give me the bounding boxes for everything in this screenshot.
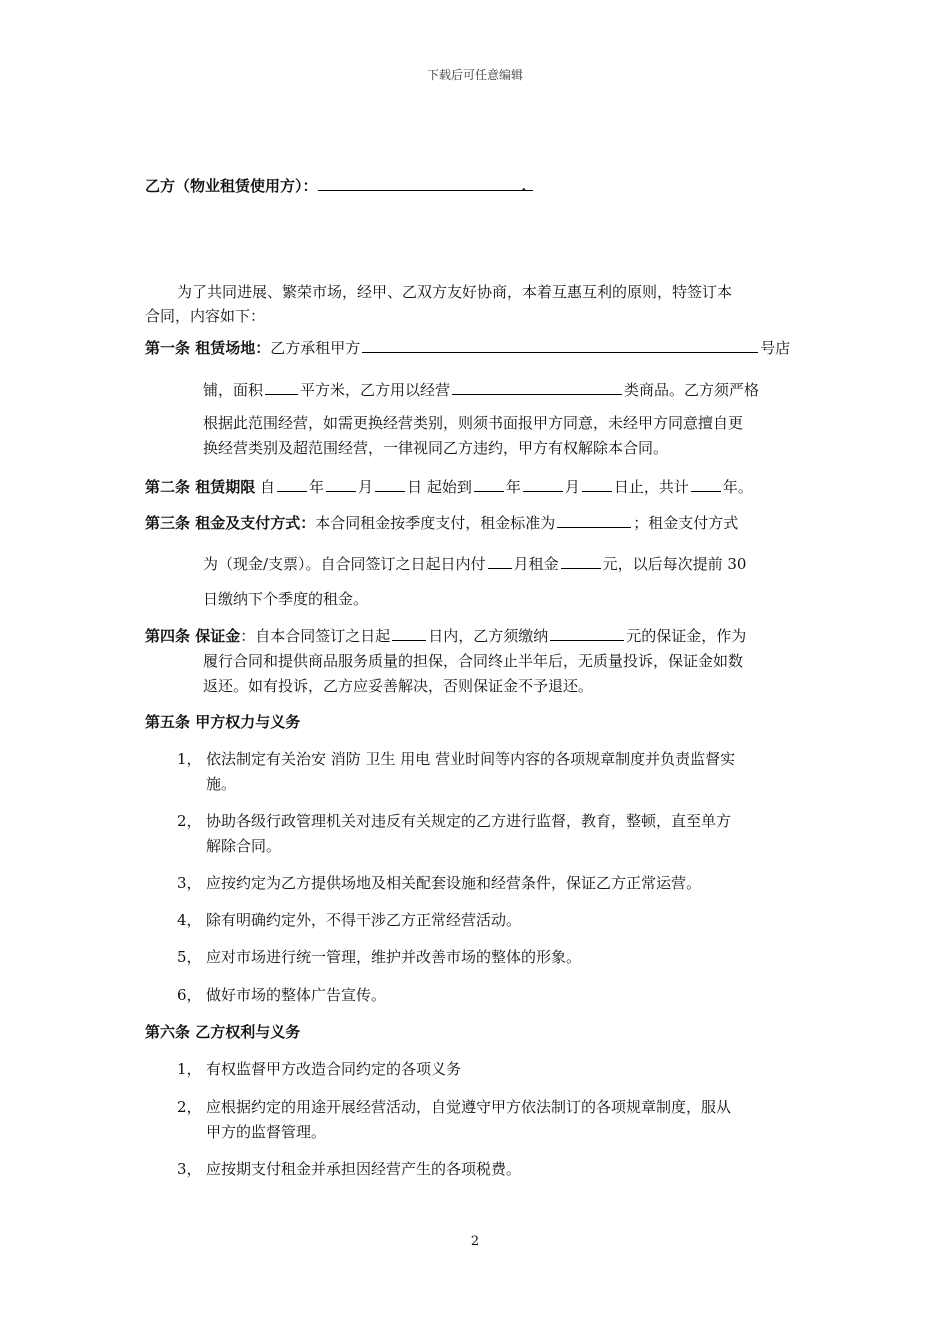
article-4-line-1: 第四条 保证金：自本合同签订之日起 日内，乙方须缴纳 元的保证金，作为 [145, 627, 747, 645]
art6-item-2-line-1: 应根据约定的用途开展经营活动，自觉遵守甲方依法制订的各项规章制度，服从 [206, 1098, 732, 1116]
art5-item-2-num: 2， [177, 812, 202, 830]
art5-item-1-line-1: 依法制定有关治安 消防 卫生 用电 营业时间等内容的各项规章制度并负责监督实 [206, 750, 736, 768]
article-5-heading: 第五条 甲方权力与义务 [145, 713, 301, 731]
art5-item-1-num: 1， [177, 750, 202, 768]
goods-category-blank [452, 380, 622, 395]
art5-item-6-line-1: 做好市场的整体广告宣传。 [206, 986, 387, 1004]
page-header: 下载后可任意编辑 [426, 68, 523, 82]
article-2-heading: 第二条 租赁期限 [145, 478, 256, 496]
article-1-line-3: 根据此范围经营，如需更换经营类别，则须书面报甲方同意，未经甲方同意擅自更 [203, 414, 744, 432]
party-b-line [145, 176, 533, 196]
art5-item-5-num: 5， [177, 948, 202, 966]
art5-item-2-line-2: 解除合同。 [206, 837, 282, 855]
art5-item-4-num: 4， [177, 911, 202, 929]
article-1-line-4: 换经营类别及超范围经营，一律视同乙方违约，甲方有权解除本合同。 [203, 439, 669, 457]
art5-item-3-line-1: 应按约定为乙方提供场地及相关配套设施和经营条件，保证乙方正常运营。 [206, 874, 702, 892]
intro-line-1: 为了共同进展、繁荣市场，经甲、乙双方友好协商，本着互惠互利的原则，特签订本 [177, 283, 733, 301]
art5-item-3-num: 3， [177, 874, 202, 892]
art6-item-3-num: 3， [177, 1160, 202, 1178]
art6-item-2-num: 2， [177, 1098, 202, 1116]
art5-item-1-line-2: 施。 [206, 775, 237, 793]
art6-item-3-line-1: 应按期支付租金并承担因经营产生的各项税费。 [206, 1160, 522, 1178]
deposit-blank [550, 626, 624, 641]
article-1-heading: 第一条 租赁场地： [145, 339, 271, 357]
article-1-line-2: 铺，面积 平方米，乙方用以经营 类商品。乙方须严格 [203, 381, 760, 399]
party-b-blank: . [318, 176, 533, 191]
art6-item-2-line-2: 甲方的监督管理。 [206, 1123, 327, 1141]
shop-number-blank [362, 338, 758, 353]
article-3-line-3: 日缴纳下个季度的租金。 [203, 590, 369, 608]
art5-item-6-num: 6， [177, 986, 202, 1004]
rent-standard-blank [557, 513, 631, 528]
art6-item-1-num: 1， [177, 1060, 202, 1078]
intro-line-2: 合同，内容如下： [145, 307, 266, 325]
article-4-line-3: 返还。如有投诉，乙方应妥善解决，否则保证金不予退还。 [203, 677, 594, 695]
article-4-heading: 第四条 保证金 [145, 627, 241, 645]
art5-item-4-line-1: 除有明确约定外，不得干涉乙方正常经营活动。 [206, 911, 522, 929]
article-3-line-1: 第三条 租金及支付方式：本合同租金按季度支付，租金标准为 ；租金支付方式 [145, 514, 739, 532]
page-number: 2 [470, 1234, 480, 1249]
area-blank [265, 380, 298, 395]
article-2-line: 第二条 租赁期限 自 年 月 日 起始到 年 月 日止，共计 年。 [145, 478, 753, 496]
article-1-line-1: 第一条 租赁场地：乙方承租甲方 号店 [145, 339, 791, 357]
art6-item-1-line-1: 有权监督甲方改造合同约定的各项义务 [206, 1060, 462, 1078]
article-6-heading: 第六条 乙方权利与义务 [145, 1023, 301, 1041]
article-3-line-2: 为（现金/支票）。自合同签订之日起日内付 月租金 元，以后每次提前 30 [203, 555, 747, 573]
art5-item-2-line-1: 协助各级行政管理机关对违反有关规定的乙方进行监督，教育，整顿，直至单方 [206, 812, 732, 830]
party-b-label: 乙方（物业租赁使用方）： [145, 177, 318, 195]
art5-item-5-line-1: 应对市场进行统一管理，维护并改善市场的整体的形象。 [206, 948, 582, 966]
article-4-line-2: 履行合同和提供商品服务质量的担保，合同终止半年后，无质量投诉，保证金如数 [203, 652, 744, 670]
article-3-heading: 第三条 租金及支付方式： [145, 514, 316, 532]
